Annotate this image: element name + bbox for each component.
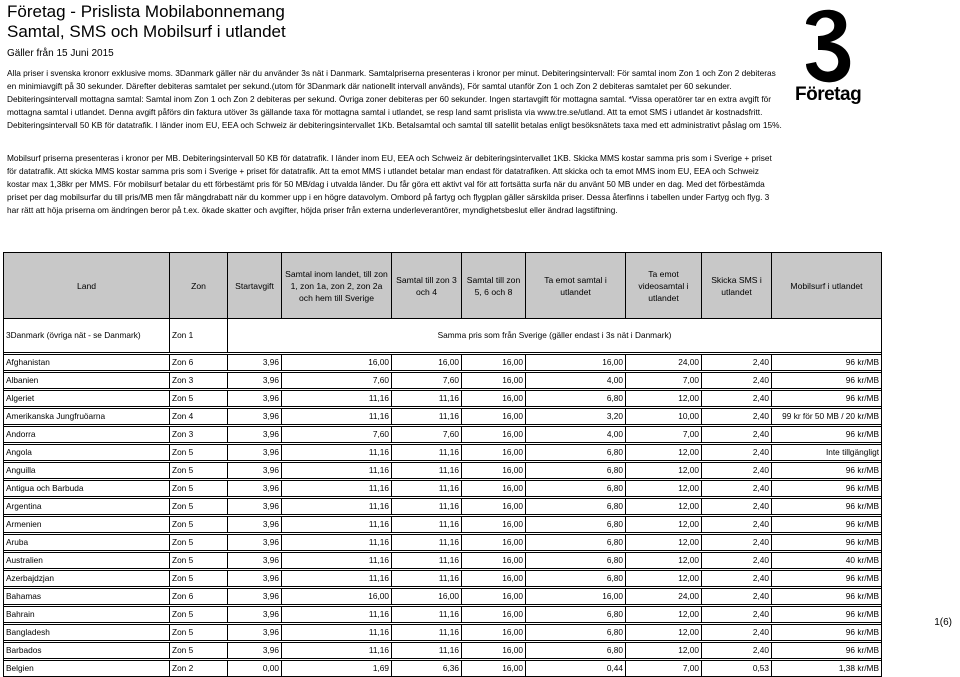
cell-samtal-zon3-4: 16,00	[392, 589, 462, 605]
cell-land: Algeriet	[4, 391, 170, 407]
cell-samtal-inom: 11,16	[282, 499, 392, 515]
table-row	[4, 427, 882, 443]
table-row	[4, 607, 882, 623]
cell-startavgift: 3,96	[228, 355, 282, 371]
cell-samtal-inom: 11,16	[282, 535, 392, 551]
cell-mobilsurf: 96 kr/MB	[772, 499, 882, 515]
cell-samtal-zon3-4: 11,16	[392, 517, 462, 533]
cell-samtal-inom: 11,16	[282, 643, 392, 659]
cell-skicka-sms: 2,40	[702, 427, 772, 443]
cell-ta-emot-videosamtal: 12,00	[626, 535, 702, 551]
cell-mobilsurf: 96 kr/MB	[772, 355, 882, 371]
cell-skicka-sms: 2,40	[702, 553, 772, 569]
cell-samtal-zon3-4: 11,16	[392, 445, 462, 461]
cell-ta-emot-videosamtal: 12,00	[626, 607, 702, 623]
cell-zon: Zon 5	[170, 643, 228, 659]
cell-samtal-inom: 1,69	[282, 661, 392, 677]
cell-samtal-zon5-6-8: 16,00	[462, 391, 526, 407]
cell-land: Belgien	[4, 661, 170, 677]
cell-ta-emot-samtal: 0,44	[526, 661, 626, 677]
cell-ta-emot-samtal: 6,80	[526, 499, 626, 515]
cell-mobilsurf: 96 kr/MB	[772, 625, 882, 641]
cell-startavgift: 3,96	[228, 463, 282, 479]
cell-ta-emot-samtal: 6,80	[526, 517, 626, 533]
cell-samtal-zon5-6-8: 16,00	[462, 427, 526, 443]
table-row	[4, 661, 882, 677]
cell-ta-emot-samtal: 6,80	[526, 445, 626, 461]
cell-skicka-sms: 2,40	[702, 571, 772, 587]
cell-ta-emot-samtal: 3,20	[526, 409, 626, 425]
table-row	[4, 445, 882, 461]
pricing-terms-paragraph: Alla priser i svenska kronorr exklusive moms. 3Danmark gäller när du använder 3s nät i Danmark. Samtalpriserna presenteras i kronor per minut. Debiteringsintervall: För samtal inom Zon 1 och Zon 2 debiteras en minimiavgift på 30 sekunder. Därefter debiteras samtalet per sekund.(utom för 3Danmark där nationellt intervall används), För samtal utanför Zon 1 och Zon 2 debiteras samtalet per 60 sekunder. Debiteringsintervall mottagna samtal: Samtal inom Zon 1 och Zon 2 debiteras per sekund. Övriga zoner debiteras per 60 sekunder. Ingen startavgift för mottagna samtal. *Vissa operatörer tar en extra avgift för mottagna samtal i utlandet. Denna avgift påförs din faktura utöver 3s gällande taxa för mottagna samtal i utlandet, se resp land samt prislista via www.tre.se/utland. Att ta emot SMS i utlandet är kostnadsfritt. Debiteringsintervall 50 KB för datatrafik. I länder inom EU, EEA och Schweiz är debiteringsintervallet 1Kb. Betalsamtal och samtal till satellit betalas enligt besöksnätets taxa med ett administrativt påslag om 15%.	[7, 68, 782, 130]
cell-land: Amerikanska Jungfruöarna	[4, 409, 170, 425]
table-row	[4, 373, 882, 389]
table-row	[4, 391, 882, 407]
cell-ta-emot-videosamtal: 12,00	[626, 571, 702, 587]
cell-zon: Zon 5	[170, 535, 228, 551]
table-row-3danmark	[4, 319, 882, 353]
cell-samtal-zon5-6-8: 16,00	[462, 499, 526, 515]
cell-zon: Zon 2	[170, 661, 228, 677]
cell-ta-emot-samtal: 6,80	[526, 553, 626, 569]
table-row	[4, 499, 882, 515]
cell-skicka-sms: 2,40	[702, 517, 772, 533]
column-header-samtal-zon3-4: Samtal till zon 3 och 4	[392, 253, 462, 319]
cell-samtal-zon3-4: 11,16	[392, 607, 462, 623]
cell-mobilsurf: 96 kr/MB	[772, 427, 882, 443]
cell-land: Barbados	[4, 643, 170, 659]
cell-samtal-inom: 11,16	[282, 445, 392, 461]
cell-mobilsurf: 96 kr/MB	[772, 463, 882, 479]
cell-zon: Zon 5	[170, 445, 228, 461]
cell-samtal-zon5-6-8: 16,00	[462, 607, 526, 623]
cell-samtal-zon5-6-8: 16,00	[462, 535, 526, 551]
cell-land: Albanien	[4, 373, 170, 389]
cell-ta-emot-videosamtal: 10,00	[626, 409, 702, 425]
cell-samtal-zon5-6-8: 16,00	[462, 553, 526, 569]
cell-ta-emot-samtal: 6,80	[526, 571, 626, 587]
table-row	[4, 463, 882, 479]
table-row	[4, 409, 882, 425]
cell-startavgift: 3,96	[228, 535, 282, 551]
cell-note: Samma pris som från Sverige (gäller endast i 3s nät i Danmark)	[228, 319, 882, 353]
cell-startavgift: 3,96	[228, 481, 282, 497]
table-row	[4, 589, 882, 605]
cell-samtal-inom: 11,16	[282, 625, 392, 641]
cell-ta-emot-samtal: 6,80	[526, 463, 626, 479]
cell-samtal-inom: 11,16	[282, 391, 392, 407]
table-row	[4, 625, 882, 641]
cell-mobilsurf: 96 kr/MB	[772, 607, 882, 623]
cell-land: Armenien	[4, 517, 170, 533]
cell-samtal-zon3-4: 11,16	[392, 625, 462, 641]
cell-zon: Zon 5	[170, 481, 228, 497]
cell-zon: Zon 5	[170, 391, 228, 407]
table-row	[4, 355, 882, 371]
cell-skicka-sms: 2,40	[702, 409, 772, 425]
cell-startavgift: 3,96	[228, 571, 282, 587]
cell-skicka-sms: 0,53	[702, 661, 772, 677]
cell-ta-emot-videosamtal: 12,00	[626, 391, 702, 407]
cell-land: 3Danmark (övriga nät - se Danmark)	[4, 319, 170, 353]
valid-from-date: Gäller från 15 Juni 2015	[7, 48, 114, 59]
cell-startavgift: 3,96	[228, 643, 282, 659]
cell-samtal-inom: 11,16	[282, 463, 392, 479]
table-row	[4, 481, 882, 497]
cell-mobilsurf: 96 kr/MB	[772, 373, 882, 389]
cell-samtal-inom: 11,16	[282, 517, 392, 533]
cell-zon: Zon 5	[170, 499, 228, 515]
cell-mobilsurf: 96 kr/MB	[772, 517, 882, 533]
cell-samtal-zon3-4: 11,16	[392, 481, 462, 497]
cell-samtal-inom: 7,60	[282, 427, 392, 443]
page-number: 1(6)	[934, 617, 952, 628]
cell-zon: Zon 6	[170, 589, 228, 605]
cell-samtal-inom: 16,00	[282, 589, 392, 605]
cell-land: Bangladesh	[4, 625, 170, 641]
column-header-samtal-zon5-6-8: Samtal till zon 5, 6 och 8	[462, 253, 526, 319]
cell-skicka-sms: 2,40	[702, 355, 772, 371]
cell-samtal-zon5-6-8: 16,00	[462, 661, 526, 677]
cell-mobilsurf: 99 kr för 50 MB / 20 kr/MB	[772, 409, 882, 425]
cell-skicka-sms: 2,40	[702, 373, 772, 389]
cell-samtal-zon5-6-8: 16,00	[462, 463, 526, 479]
cell-samtal-zon3-4: 6,36	[392, 661, 462, 677]
cell-samtal-inom: 11,16	[282, 607, 392, 623]
table-header-row	[4, 253, 882, 319]
cell-startavgift: 3,96	[228, 553, 282, 569]
cell-startavgift: 3,96	[228, 607, 282, 623]
cell-samtal-inom: 11,16	[282, 481, 392, 497]
column-header-startavgift: Startavgift	[228, 253, 282, 319]
cell-land: Aruba	[4, 535, 170, 551]
mobilsurf-terms-paragraph: Mobilsurf priserna presenteras i kronor per MB. Debiteringsintervall 50 KB för datatrafik. I länder inom EU, EEA och Schweiz är debiteringsintervallet 1KB. Skicka MMS kostar samma pris som i Sverige + priset för datatrafik. Att skicka MMS kostar samma pris som i Sverige + priset för datatrafik. Att ta emot MMS i utlandet betalar man endast för datatrafiken. Att skicka och ta emot MMS inom EU, EEA och Schweiz kostar max 1,38kr per MMS. För mobilsurf betalar du ett förbestämt pris för 50 MB/dag i utvalda länder. Du får göra ett aktivt val för att fortsätta surfa när du använt 50 MB under en dag. Med det förbestämda priset per dag mobilsurfar du till pris/MB men får mängdrabatt när du kommer upp i en högre datavolym. Ombord på fartyg och flygplan gäller särskilda priser. Dessa återfinns i tabellen under Fartyg och flyg. 3 har rätt att höja priserna om ändringen beror på t.ex. ökade skatter och avgifter, höjda priser från externa underleverantörer, myndighetsbeslut eller ändrad lagstiftning.	[7, 153, 772, 215]
cell-ta-emot-videosamtal: 7,00	[626, 661, 702, 677]
logo-wordmark: Företag	[795, 84, 862, 105]
cell-skicka-sms: 2,40	[702, 625, 772, 641]
cell-startavgift: 3,96	[228, 391, 282, 407]
cell-samtal-zon5-6-8: 16,00	[462, 445, 526, 461]
cell-skicka-sms: 2,40	[702, 607, 772, 623]
cell-ta-emot-videosamtal: 12,00	[626, 643, 702, 659]
cell-ta-emot-samtal: 6,80	[526, 625, 626, 641]
cell-samtal-zon5-6-8: 16,00	[462, 589, 526, 605]
cell-land: Bahamas	[4, 589, 170, 605]
cell-ta-emot-videosamtal: 12,00	[626, 517, 702, 533]
cell-land: Afghanistan	[4, 355, 170, 371]
column-header-mobilsurf: Mobilsurf i utlandet	[772, 253, 882, 319]
cell-ta-emot-samtal: 16,00	[526, 589, 626, 605]
cell-ta-emot-samtal: 16,00	[526, 355, 626, 371]
cell-zon: Zon 5	[170, 607, 228, 623]
cell-mobilsurf: 96 kr/MB	[772, 391, 882, 407]
cell-ta-emot-videosamtal: 12,00	[626, 553, 702, 569]
page-subtitle-heading: Samtal, SMS och Mobilsurf i utlandet	[7, 22, 286, 41]
cell-zon: Zon 6	[170, 355, 228, 371]
cell-ta-emot-videosamtal: 12,00	[626, 445, 702, 461]
cell-mobilsurf: 96 kr/MB	[772, 535, 882, 551]
cell-samtal-inom: 11,16	[282, 571, 392, 587]
cell-zon: Zon 3	[170, 427, 228, 443]
cell-ta-emot-samtal: 6,80	[526, 643, 626, 659]
cell-samtal-zon5-6-8: 16,00	[462, 643, 526, 659]
cell-zon: Zon 5	[170, 571, 228, 587]
cell-skicka-sms: 2,40	[702, 445, 772, 461]
cell-samtal-zon3-4: 16,00	[392, 355, 462, 371]
cell-skicka-sms: 2,40	[702, 391, 772, 407]
cell-skicka-sms: 2,40	[702, 463, 772, 479]
cell-mobilsurf: 96 kr/MB	[772, 481, 882, 497]
cell-samtal-zon3-4: 11,16	[392, 571, 462, 587]
table-row	[4, 535, 882, 551]
cell-land: Angola	[4, 445, 170, 461]
cell-skicka-sms: 2,40	[702, 535, 772, 551]
cell-ta-emot-samtal: 6,80	[526, 481, 626, 497]
cell-ta-emot-samtal: 6,80	[526, 535, 626, 551]
cell-mobilsurf: 96 kr/MB	[772, 589, 882, 605]
column-header-ta-emot-samtal: Ta emot samtal i utlandet	[526, 253, 626, 319]
cell-samtal-zon5-6-8: 16,00	[462, 409, 526, 425]
cell-land: Andorra	[4, 427, 170, 443]
cell-startavgift: 3,96	[228, 589, 282, 605]
cell-samtal-zon5-6-8: 16,00	[462, 625, 526, 641]
cell-ta-emot-samtal: 4,00	[526, 373, 626, 389]
cell-mobilsurf: 40 kr/MB	[772, 553, 882, 569]
column-header-land: Land	[4, 253, 170, 319]
cell-zon: Zon 5	[170, 553, 228, 569]
cell-samtal-zon3-4: 11,16	[392, 499, 462, 515]
cell-ta-emot-videosamtal: 24,00	[626, 589, 702, 605]
cell-startavgift: 3,96	[228, 409, 282, 425]
cell-startavgift: 3,96	[228, 445, 282, 461]
cell-samtal-zon3-4: 11,16	[392, 391, 462, 407]
cell-samtal-zon3-4: 11,16	[392, 643, 462, 659]
cell-ta-emot-videosamtal: 12,00	[626, 625, 702, 641]
cell-zon: Zon 1	[170, 319, 228, 353]
cell-samtal-zon5-6-8: 16,00	[462, 355, 526, 371]
cell-startavgift: 3,96	[228, 517, 282, 533]
cell-ta-emot-videosamtal: 12,00	[626, 463, 702, 479]
cell-samtal-zon5-6-8: 16,00	[462, 481, 526, 497]
cell-ta-emot-videosamtal: 24,00	[626, 355, 702, 371]
cell-zon: Zon 3	[170, 373, 228, 389]
cell-land: Australien	[4, 553, 170, 569]
cell-zon: Zon 5	[170, 625, 228, 641]
cell-samtal-inom: 11,16	[282, 409, 392, 425]
cell-startavgift: 3,96	[228, 427, 282, 443]
table-row	[4, 553, 882, 569]
cell-land: Bahrain	[4, 607, 170, 623]
cell-samtal-inom: 11,16	[282, 553, 392, 569]
cell-ta-emot-videosamtal: 7,00	[626, 427, 702, 443]
cell-zon: Zon 5	[170, 463, 228, 479]
cell-land: Antigua och Barbuda	[4, 481, 170, 497]
cell-land: Argentina	[4, 499, 170, 515]
table-row	[4, 571, 882, 587]
column-header-ta-emot-videosamtal: Ta emot videosamtal i utlandet	[626, 253, 702, 319]
cell-mobilsurf: 96 kr/MB	[772, 571, 882, 587]
cell-samtal-zon5-6-8: 16,00	[462, 373, 526, 389]
column-header-zon: Zon	[170, 253, 228, 319]
cell-land: Azerbajdzjan	[4, 571, 170, 587]
cell-samtal-zon3-4: 11,16	[392, 535, 462, 551]
cell-samtal-zon3-4: 7,60	[392, 373, 462, 389]
cell-ta-emot-videosamtal: 12,00	[626, 481, 702, 497]
cell-land: Anguilla	[4, 463, 170, 479]
cell-mobilsurf: 1,38 kr/MB	[772, 661, 882, 677]
cell-mobilsurf: 96 kr/MB	[772, 643, 882, 659]
price-table	[3, 252, 882, 677]
cell-zon: Zon 5	[170, 517, 228, 533]
cell-ta-emot-samtal: 6,80	[526, 391, 626, 407]
cell-samtal-inom: 16,00	[282, 355, 392, 371]
cell-ta-emot-videosamtal: 7,00	[626, 373, 702, 389]
cell-mobilsurf: Inte tillgängligt	[772, 445, 882, 461]
cell-samtal-zon3-4: 11,16	[392, 463, 462, 479]
table-row	[4, 517, 882, 533]
cell-skicka-sms: 2,40	[702, 643, 772, 659]
page-title: Företag - Prislista Mobilabonnemang	[7, 2, 285, 21]
cell-samtal-zon5-6-8: 16,00	[462, 571, 526, 587]
cell-ta-emot-samtal: 4,00	[526, 427, 626, 443]
cell-skicka-sms: 2,40	[702, 481, 772, 497]
table-row	[4, 643, 882, 659]
cell-samtal-zon3-4: 11,16	[392, 553, 462, 569]
cell-startavgift: 0,00	[228, 661, 282, 677]
cell-samtal-inom: 7,60	[282, 373, 392, 389]
cell-samtal-zon3-4: 11,16	[392, 409, 462, 425]
cell-ta-emot-videosamtal: 12,00	[626, 499, 702, 515]
cell-startavgift: 3,96	[228, 373, 282, 389]
cell-samtal-zon3-4: 7,60	[392, 427, 462, 443]
cell-samtal-zon5-6-8: 16,00	[462, 517, 526, 533]
cell-startavgift: 3,96	[228, 625, 282, 641]
cell-skicka-sms: 2,40	[702, 589, 772, 605]
cell-skicka-sms: 2,40	[702, 499, 772, 515]
cell-ta-emot-samtal: 6,80	[526, 607, 626, 623]
cell-zon: Zon 4	[170, 409, 228, 425]
column-header-samtal-inom: Samtal inom landet, till zon 1, zon 1a, zon 2, zon 2a och hem till Sverige	[282, 253, 392, 319]
cell-startavgift: 3,96	[228, 499, 282, 515]
column-header-skicka-sms: Skicka SMS i utlandet	[702, 253, 772, 319]
